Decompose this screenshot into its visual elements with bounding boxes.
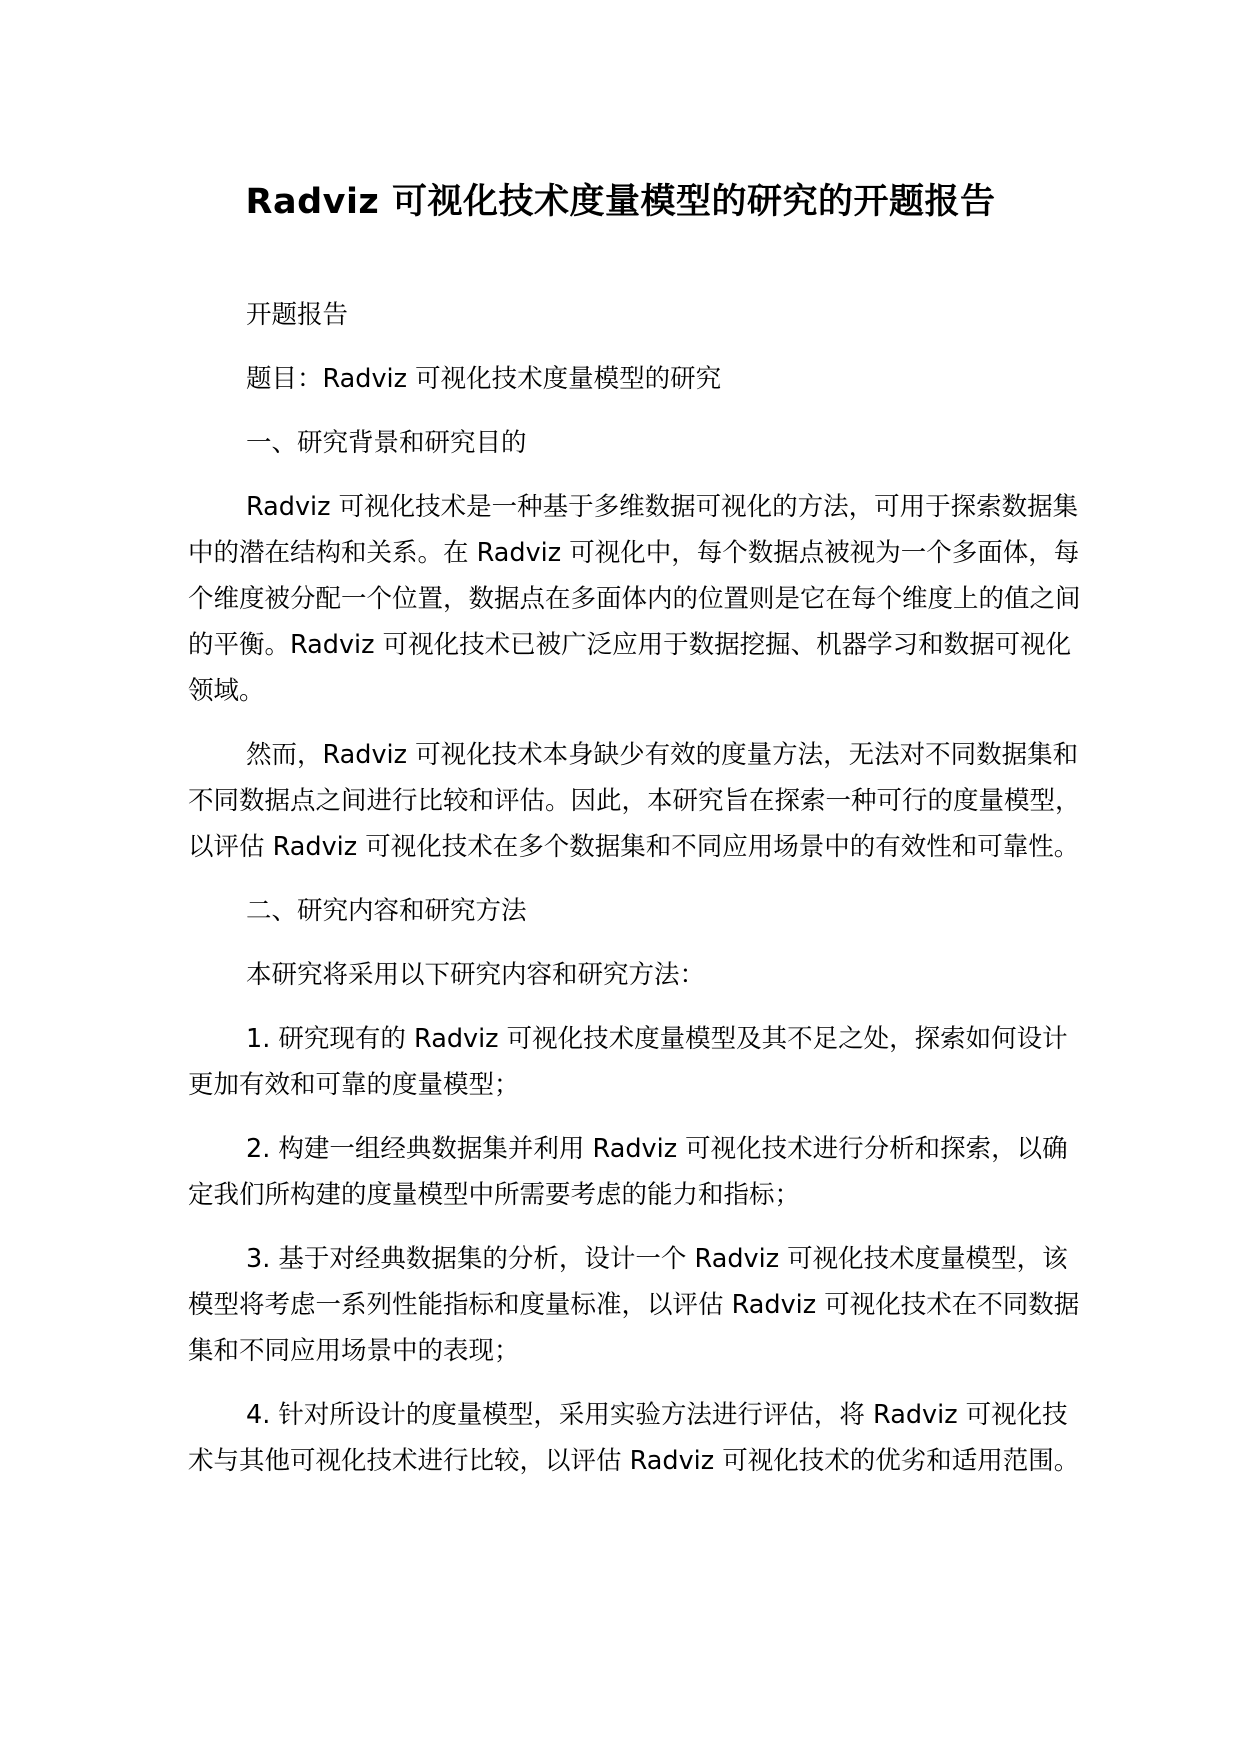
- methods-intro: 本研究将采用以下研究内容和研究方法：: [246, 960, 706, 990]
- document-body: [188, 292, 1088, 1502]
- section-heading-background: 一、研究背景和研究目的: [246, 428, 527, 458]
- report-label: 开题报告: [246, 300, 349, 330]
- document-title: Radviz 可视化技术度量模型的研究的开题报告: [245, 182, 996, 222]
- method-item-2: 2. 构建一组经典数据集并利用 Radviz 可视化技术进行分析和探索，以确定我们所构建的度量模型中所需要考虑的能力和指标；: [188, 1134, 1068, 1210]
- background-paragraph: Radviz 可视化技术是一种基于多维数据可视化的方法，可用于探索数据集中的潜在结构和关系。在 Radviz 可视化中，每个数据点被视为一个多面体，每个维度被分配一个位置，数据点在多面体内的位置则是它在每个维度上的值之间的平衡。Radviz 可视化技术已被广泛应用于数据挖掘、机器学习和数据可视化领域。: [188, 492, 1081, 706]
- report-topic: 题目：Radviz 可视化技术度量模型的研究: [246, 364, 722, 394]
- method-item-3: 3. 基于对经典数据集的分析，设计一个 Radviz 可视化技术度量模型，该模型将考虑一系列性能指标和度量标准，以评估 Radviz 可视化技术在不同数据集和不同应用场景中的表现；: [188, 1244, 1080, 1366]
- method-item-4: 4. 针对所设计的度量模型，采用实验方法进行评估，将 Radviz 可视化技术与其他可视化技术进行比较，以评估 Radviz 可视化技术的优劣和适用范围。: [188, 1400, 1080, 1476]
- purpose-paragraph: 然而，Radviz 可视化技术本身缺少有效的度量方法，无法对不同数据集和不同数据点之间进行比较和评估。因此，本研究旨在探索一种可行的度量模型，以评估 Radviz 可视化技术在多个数据集和不同应用场景中的有效性和可靠性。: [188, 740, 1081, 862]
- section-heading-methods: 二、研究内容和研究方法: [246, 896, 527, 926]
- method-item-1: 1. 研究现有的 Radviz 可视化技术度量模型及其不足之处，探索如何设计更加有效和可靠的度量模型；: [188, 1024, 1068, 1100]
